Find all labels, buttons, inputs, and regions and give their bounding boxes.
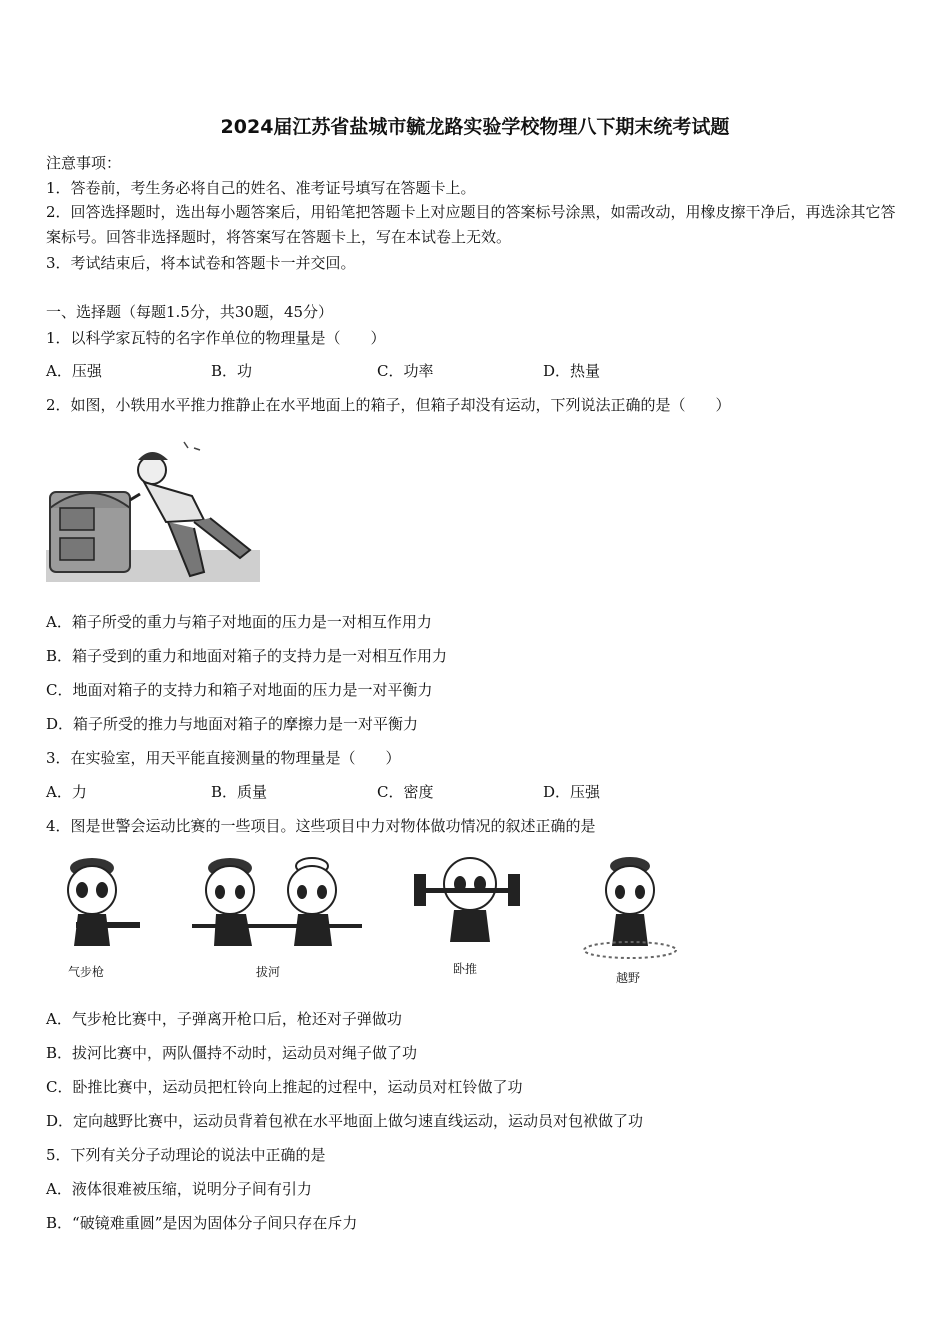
question-5-stem: 5．下列有关分子动理论的说法中正确的是 [46,1146,326,1164]
caption-air-rifle: 气步枪 [68,965,105,979]
caption-tug-of-war: 拔河 [256,965,281,979]
exam-title: 2024届江苏省盐城市毓龙路实验学校物理八下期末统考试题 [220,116,730,138]
q3-option-b: B．质量 [211,783,268,801]
q4-option-b: B．拔河比赛中，两队僵持不动时，运动员对绳子做了功 [46,1044,418,1062]
q2-option-d: D．箱子所受的推力与地面对箱子的摩擦力是一对平衡力 [46,715,419,733]
air-rifle-panda-illustration [56,850,146,960]
question-4-stem: 4．图是世警会运动比赛的一些项目。这些项目中力对物体做功情况的叙述正确的是 [46,817,596,835]
pushing-box-illustration [44,438,264,586]
q2-option-a: A．箱子所受的重力与箱子对地面的压力是一对相互作用力 [46,613,432,631]
q3-option-a: A．力 [46,783,87,801]
q4-option-d: D．定向越野比赛中，运动员背着包袱在水平地面上做匀速直线运动，运动员对包袱做了功 [46,1112,644,1130]
orienteering-panda-illustration [578,850,682,960]
q1-option-b: B．功 [211,362,253,380]
notice-heading: 注意事项： [46,154,122,172]
q3-option-d: D．压强 [543,783,601,801]
q1-option-d: D．热量 [543,362,601,380]
notice-item-3: 3．考试结束后，将本试卷和答题卡一并交回。 [46,254,356,272]
caption-bench-press: 卧推 [453,962,478,976]
caption-orienteering: 越野 [616,971,641,985]
notice-item-2: 2．回答选择题时，选出每小题答案后，用铅笔把答题卡上对应题目的答案标号涂黑，如需改动，用橡皮擦干净后，再选涂其它答案标号。回答非选择题时，将答案写在答题卡上，写在本试卷上无效。 [46,203,896,246]
q1-option-c: C．功率 [377,362,434,380]
q3-option-c: C．密度 [377,783,434,801]
q5-option-b: B．“破镜难重圆”是因为固体分子间只存在斥力 [46,1214,358,1232]
bench-press-panda-illustration [412,850,524,960]
q2-option-b: B．箱子受到的重力和地面对箱子的支持力是一对相互作用力 [46,647,448,665]
q5-option-a: A．液体很难被压缩，说明分子间有引力 [46,1180,312,1198]
q2-option-c: C．地面对箱子的支持力和箱子对地面的压力是一对平衡力 [46,681,433,699]
notice-item-1: 1．答卷前，考生务必将自己的姓名、准考证号填写在答题卡上。 [46,179,476,197]
question-2-stem: 2．如图，小轶用水平推力推静止在水平地面上的箱子，但箱子却没有运动，下列说法正确的是（ ） [46,396,731,414]
question-1-stem: 1．以科学家瓦特的名字作单位的物理量是（ ） [46,329,386,347]
question-3-stem: 3．在实验室，用天平能直接测量的物理量是（ ） [46,749,401,767]
q4-option-c: C．卧推比赛中，运动员把杠铃向上推起的过程中，运动员对杠铃做了功 [46,1078,523,1096]
q4-option-a: A．气步枪比赛中，子弹离开枪口后，枪还对子弹做功 [46,1010,402,1028]
section-heading: 一、选择题（每题1.5分，共30题，45分） [46,303,334,321]
q1-option-a: A．压强 [46,362,102,380]
tug-of-war-pandas-illustration [190,850,365,960]
